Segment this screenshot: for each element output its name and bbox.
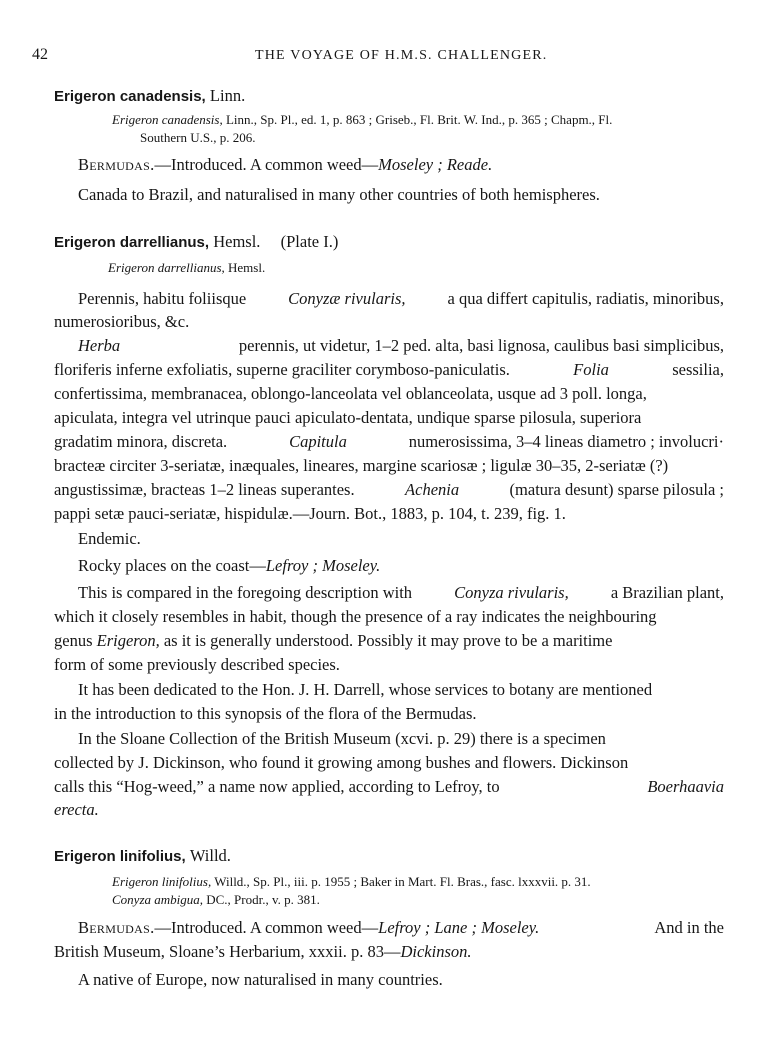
text-run: Perennis, habitu foliisque bbox=[78, 289, 247, 308]
paragraph-line bbox=[54, 777, 724, 797]
text-run: Erigeron, bbox=[96, 631, 160, 650]
text-run: genus bbox=[54, 631, 93, 650]
paragraph-line: numerosioribus, &c. bbox=[54, 312, 190, 331]
synonym-line bbox=[108, 260, 265, 276]
paragraph-line bbox=[54, 432, 724, 452]
ref-name: Erigeron canadensis, bbox=[112, 112, 223, 127]
locality-line bbox=[54, 942, 472, 962]
paragraph-line: apiculata, integra vel utrinque pauci apiculato-dentata, undique sparse pilosula, superiora bbox=[54, 408, 642, 427]
species-name: Erigeron linifolius, bbox=[54, 848, 186, 865]
reference-line bbox=[112, 892, 320, 908]
paragraph-line: which it closely resembles in habit, though the presence of a ray indicates the neighbouring bbox=[54, 607, 657, 626]
text-run: a Brazilian plant, bbox=[610, 583, 724, 602]
text-run: Rocky places on the coast— bbox=[78, 556, 266, 575]
paragraph-line bbox=[78, 583, 724, 603]
locality-label: Bermudas. bbox=[78, 155, 155, 174]
text-run: Capitula bbox=[289, 432, 347, 451]
ref-text: Hemsl. bbox=[228, 260, 266, 275]
locality-line bbox=[78, 155, 492, 175]
species-heading-linifolius bbox=[54, 846, 231, 867]
paragraph-line bbox=[78, 289, 724, 309]
text-run: numerosissima, 3–4 lineas diametro ; involucri· bbox=[408, 432, 724, 451]
species-authority: Linn. bbox=[209, 86, 246, 105]
text-run: erecta. bbox=[54, 800, 99, 819]
ref-text: Willd., Sp. Pl., iii. p. 1955 ; Baker in Mart. Fl. Bras., fasc. lxxxvii. p. 31. bbox=[214, 874, 591, 889]
text-run: British Museum, Sloane’s Herbarium, xxxii. p. 83— bbox=[54, 942, 401, 961]
text-run: angustissimæ, bracteas 1–2 lineas superantes. bbox=[54, 480, 355, 499]
ref-name: Conyza ambigua, bbox=[112, 892, 203, 907]
species-heading-canadensis bbox=[54, 86, 245, 107]
page-number: 42 bbox=[32, 46, 48, 63]
ref-name: Erigeron linifolius, bbox=[112, 874, 212, 889]
species-name: Erigeron darrellianus, bbox=[54, 234, 210, 251]
text-run: (matura desunt) sparse pilosula ; bbox=[509, 480, 724, 499]
collectors: Lefroy ; Moseley. bbox=[265, 556, 381, 575]
paragraph-line: in the introduction to this synopsis of the flora of the Bermudas. bbox=[54, 704, 477, 723]
text-run: Achenia bbox=[405, 480, 460, 499]
paragraph-line bbox=[54, 631, 724, 651]
text-run: Conyzæ rivularis, bbox=[288, 289, 406, 308]
collectors: Dickinson. bbox=[400, 942, 472, 961]
locality-line bbox=[78, 918, 724, 938]
running-title: THE VOYAGE OF H.M.S. CHALLENGER. bbox=[255, 48, 548, 63]
range-line: A native of Europe, now naturalised in many countries. bbox=[78, 970, 443, 989]
species-authority: Willd. bbox=[189, 846, 231, 865]
ref-name: Erigeron darrellianus, bbox=[108, 260, 225, 275]
paragraph-line: pappi setæ pauci-seriatæ, hispidulæ.—Journ. Bot., 1883, p. 104, t. 239, fig. 1. bbox=[54, 504, 566, 523]
text-run: sessilia, bbox=[672, 360, 724, 379]
paragraph-line: In the Sloane Collection of the British Museum (xcvi. p. 29) there is a specimen bbox=[78, 729, 606, 748]
endemic-line: Endemic. bbox=[78, 529, 141, 548]
ref-text: Linn., Sp. Pl., ed. 1, p. 863 ; Griseb., Fl. Brit. W. Ind., p. 365 ; Chapm., Fl. bbox=[225, 112, 613, 127]
text-run: floriferis inferne exfoliatis, superne graciliter corymboso-paniculatis. bbox=[54, 360, 510, 379]
locality-text: —Introduced. A common weed— bbox=[154, 918, 379, 937]
paragraph-line: It has been dedicated to the Hon. J. H. Darrell, whose services to botany are mentioned bbox=[78, 680, 653, 699]
locality-text: —Introduced. A common weed— bbox=[154, 155, 379, 174]
text-run: Herba bbox=[78, 336, 121, 355]
species-heading-darrellianus bbox=[54, 232, 338, 253]
paragraph-line: form of some previously described species. bbox=[54, 655, 340, 674]
range-line: Canada to Brazil, and naturalised in many other countries of both hemispheres. bbox=[78, 185, 600, 204]
text-run: perennis, ut videtur, 1–2 ped. alta, basi lignosa, caulibus basi simplicibus, bbox=[238, 336, 724, 355]
reference-line bbox=[112, 874, 591, 890]
paragraph-line bbox=[54, 800, 99, 820]
text-run: as it is generally understood. Possibly it may prove to be a maritime bbox=[163, 631, 613, 650]
reference-line: Southern U.S., p. 206. bbox=[140, 130, 256, 145]
paragraph-line: bracteæ circiter 3-seriatæ, inæquales, lineares, margine scariosæ ; ligulæ 30–35, 2-seriatæ (?) bbox=[54, 456, 669, 475]
text-run: Folia bbox=[573, 360, 609, 379]
text-run: gradatim minora, discreta. bbox=[54, 432, 228, 451]
species-authority: Hemsl. bbox=[213, 232, 261, 251]
reference-line bbox=[112, 112, 612, 128]
plate-reference: (Plate I.) bbox=[280, 232, 339, 251]
locality-label: Bermudas. bbox=[78, 918, 155, 937]
locality-line bbox=[78, 556, 380, 576]
text-run: Conyza rivularis, bbox=[454, 583, 569, 602]
collectors: Moseley ; Reade. bbox=[378, 155, 493, 174]
text-run: a qua differt capitulis, radiatis, minoribus, bbox=[447, 289, 724, 308]
paragraph-line bbox=[54, 360, 724, 380]
text-run: This is compared in the foregoing description with bbox=[78, 583, 413, 602]
collectors: Lefroy ; Lane ; Moseley. bbox=[378, 918, 540, 937]
locality-tail: And in the bbox=[654, 918, 724, 937]
paragraph-line: confertissima, membranacea, oblongo-lanceolata vel oblanceolata, usque ad 3 poll. longa, bbox=[54, 384, 647, 403]
text-run: Boerhaavia bbox=[647, 777, 724, 796]
species-name: Erigeron canadensis, bbox=[54, 88, 206, 105]
text-run: calls this “Hog-weed,” a name now applied, according to Lefroy, to bbox=[54, 777, 500, 796]
paragraph-line bbox=[78, 336, 724, 356]
ref-text: DC., Prodr., v. p. 381. bbox=[206, 892, 320, 907]
paragraph-line: collected by J. Dickinson, who found it growing among bushes and flowers. Dickinson bbox=[54, 753, 629, 772]
paragraph-line bbox=[54, 480, 724, 500]
